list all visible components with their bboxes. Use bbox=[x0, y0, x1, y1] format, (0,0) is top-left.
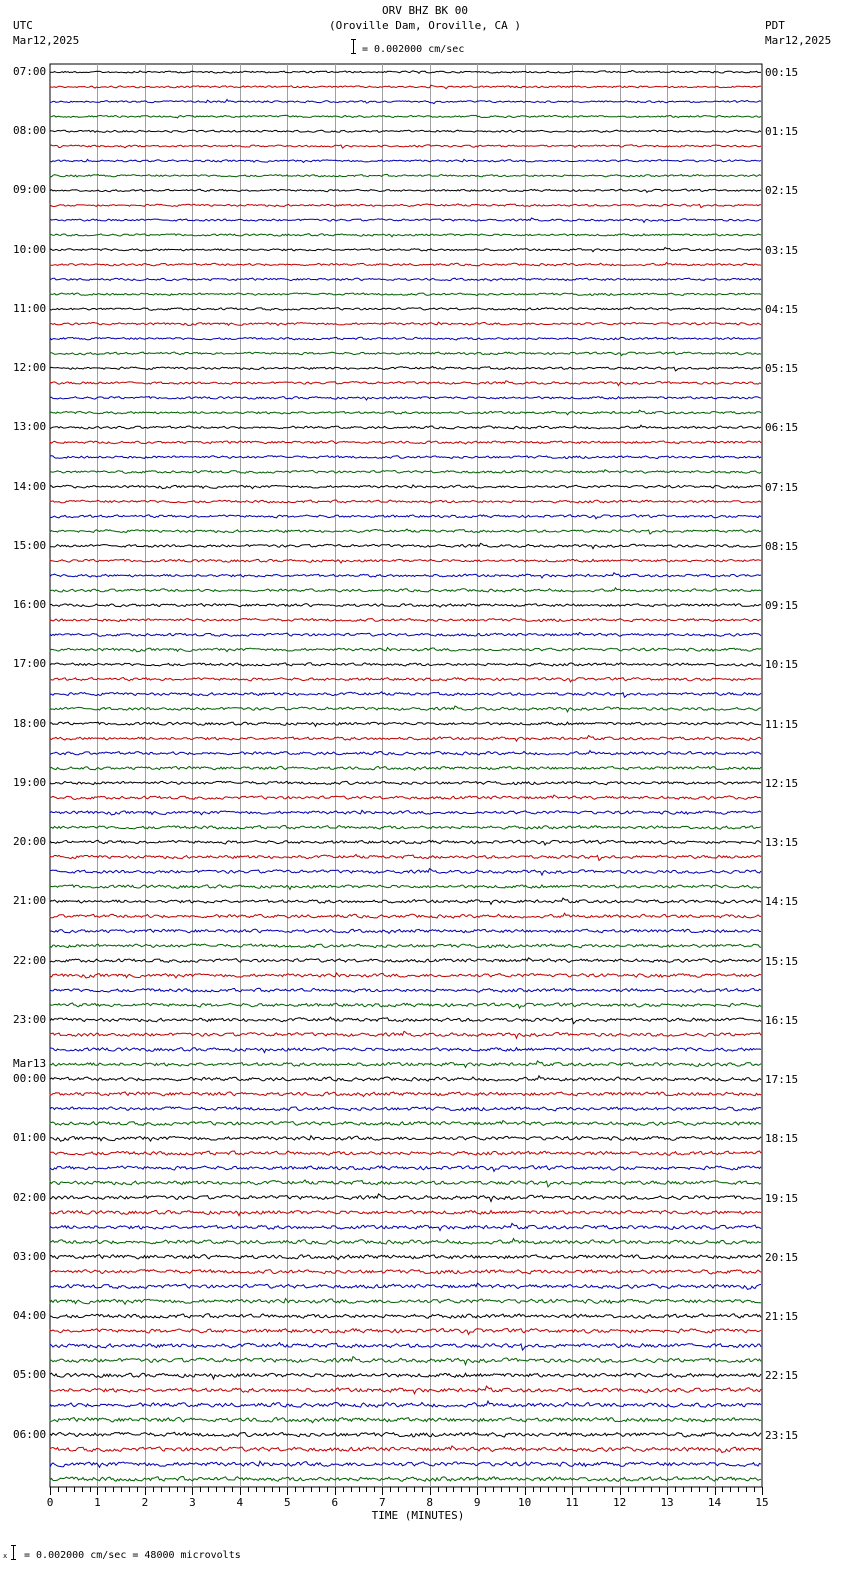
trace-line bbox=[50, 100, 761, 104]
trace-line bbox=[50, 1166, 761, 1172]
trace-line bbox=[50, 869, 761, 876]
trace-line bbox=[50, 1329, 761, 1335]
trace-line bbox=[50, 248, 761, 252]
trace-line bbox=[50, 1121, 761, 1126]
x-tick-label: 13 bbox=[660, 1496, 674, 1509]
left-hour-label: 00:00 bbox=[13, 1072, 47, 1086]
trace-line bbox=[50, 898, 761, 904]
scale-text: = 0.002000 cm/sec bbox=[362, 44, 465, 55]
trace-line bbox=[50, 1343, 761, 1351]
trace-line bbox=[50, 929, 761, 933]
trace-line bbox=[50, 648, 761, 652]
trace-line bbox=[50, 337, 761, 340]
trace-line bbox=[50, 218, 761, 222]
trace-line bbox=[50, 840, 761, 845]
right-hour-label: 17:15 bbox=[765, 1073, 799, 1087]
trace-line bbox=[50, 1446, 761, 1453]
calibration-text: = 0.002000 cm/sec = 48000 microvolts bbox=[24, 1550, 241, 1561]
trace-line bbox=[50, 293, 761, 296]
x-axis bbox=[47, 1487, 769, 1509]
right-hour-label: 18:15 bbox=[765, 1132, 799, 1146]
trace-line bbox=[50, 1283, 761, 1289]
x-tick-label: 12 bbox=[612, 1496, 627, 1509]
trace-line bbox=[50, 1270, 761, 1274]
trace-line bbox=[50, 913, 761, 918]
x-tick-label: 8 bbox=[426, 1496, 434, 1509]
trace-line bbox=[50, 1210, 761, 1215]
x-tick-label: 3 bbox=[189, 1496, 196, 1509]
trace-line bbox=[50, 234, 761, 237]
trace-line bbox=[50, 175, 761, 177]
left-hour-label: 09:00 bbox=[13, 183, 47, 197]
trace-line bbox=[50, 1239, 761, 1245]
trace-line bbox=[50, 795, 761, 799]
trace-line bbox=[50, 973, 761, 978]
trace-line bbox=[50, 1048, 761, 1053]
left-hour-label: 12:00 bbox=[13, 361, 47, 375]
trace-line bbox=[50, 855, 761, 861]
trace-line bbox=[50, 736, 761, 742]
trace-line bbox=[50, 588, 761, 592]
plot-frame bbox=[50, 64, 762, 1487]
trace-line bbox=[50, 529, 761, 534]
right-hour-label: 14:15 bbox=[765, 895, 799, 909]
trace-line bbox=[50, 352, 761, 356]
trace-line bbox=[50, 1386, 761, 1394]
left-date: Mar12,2025 bbox=[13, 34, 80, 47]
trace-line bbox=[50, 1194, 761, 1202]
x-tick-label: 15 bbox=[755, 1496, 769, 1509]
trace-line bbox=[50, 1477, 761, 1482]
right-hour-label: 20:15 bbox=[765, 1250, 799, 1264]
trace-line bbox=[50, 189, 761, 192]
trace-line bbox=[50, 1255, 761, 1260]
right-hour-label: 13:15 bbox=[765, 836, 799, 850]
calibration-marker-icon: x bbox=[3, 1552, 8, 1560]
left-hour-label: 01:00 bbox=[13, 1131, 47, 1145]
x-axis-label: TIME (MINUTES) bbox=[371, 1509, 465, 1522]
trace-line bbox=[50, 410, 761, 415]
trace-line bbox=[50, 722, 761, 726]
left-hour-label: 02:00 bbox=[13, 1190, 47, 1204]
right-hour-label: 15:15 bbox=[765, 954, 799, 968]
right-hour-label: 22:15 bbox=[765, 1369, 799, 1383]
date-change-label: Mar13 bbox=[13, 1057, 47, 1071]
right-hour-label: 21:15 bbox=[765, 1310, 799, 1324]
left-hour-label: 14:00 bbox=[13, 479, 47, 493]
trace-line bbox=[50, 781, 761, 784]
trace-line bbox=[50, 633, 761, 637]
right-hour-label: 07:15 bbox=[765, 480, 799, 494]
trace-line bbox=[50, 1061, 761, 1068]
trace-line bbox=[50, 456, 761, 459]
trace-line bbox=[50, 751, 761, 755]
left-hour-label: 17:00 bbox=[13, 657, 47, 671]
left-hour-label: 08:00 bbox=[13, 124, 47, 138]
right-timezone: PDT bbox=[765, 19, 785, 32]
left-hour-label: 21:00 bbox=[13, 894, 47, 908]
x-tick-label: 7 bbox=[378, 1496, 386, 1509]
right-hour-label: 08:15 bbox=[765, 539, 799, 553]
trace-line bbox=[50, 1401, 761, 1407]
left-timezone: UTC bbox=[13, 19, 33, 32]
trace-line bbox=[50, 604, 761, 608]
trace-line bbox=[50, 425, 761, 429]
x-tick-label: 5 bbox=[284, 1496, 291, 1509]
right-hour-label: 19:15 bbox=[765, 1191, 799, 1205]
x-tick-label: 11 bbox=[565, 1496, 579, 1509]
x-tick-label: 2 bbox=[141, 1496, 149, 1509]
right-hour-label: 02:15 bbox=[765, 184, 799, 198]
left-hour-label: 19:00 bbox=[13, 775, 47, 789]
right-hour-label: 00:15 bbox=[765, 66, 799, 79]
station-location: (Oroville Dam, Oroville, CA ) bbox=[328, 19, 522, 32]
trace-line bbox=[50, 1003, 761, 1008]
left-hour-label: 05:00 bbox=[13, 1368, 47, 1382]
left-hour-label: 11:00 bbox=[13, 301, 47, 315]
trace-line bbox=[50, 278, 761, 281]
trace-line bbox=[50, 1180, 761, 1187]
trace-line bbox=[50, 988, 761, 992]
right-hour-label: 23:15 bbox=[765, 1428, 799, 1442]
trace-line bbox=[50, 115, 761, 118]
x-tick-label: 4 bbox=[236, 1496, 244, 1509]
trace-line bbox=[50, 1299, 761, 1305]
trace-line bbox=[50, 85, 761, 89]
trace-line bbox=[50, 1151, 761, 1155]
trace-line bbox=[50, 692, 761, 698]
trace-line bbox=[50, 678, 761, 682]
x-tick-label: 14 bbox=[707, 1496, 722, 1509]
left-hour-label: 23:00 bbox=[13, 1012, 47, 1026]
station-title: ORV BHZ BK 00 bbox=[381, 4, 469, 17]
trace-line bbox=[50, 706, 761, 712]
trace-line bbox=[50, 307, 761, 310]
trace-line bbox=[50, 619, 761, 622]
left-hour-label: 22:00 bbox=[13, 953, 47, 967]
right-hour-label: 10:15 bbox=[765, 658, 799, 672]
right-hour-label: 05:15 bbox=[765, 362, 799, 376]
trace-lines bbox=[50, 71, 761, 1482]
trace-line bbox=[50, 1417, 761, 1422]
left-hour-label: 16:00 bbox=[13, 598, 47, 612]
trace-line bbox=[50, 397, 761, 401]
trace-line bbox=[50, 559, 761, 563]
trace-line bbox=[50, 1031, 761, 1038]
trace-line bbox=[50, 1092, 761, 1097]
trace-line bbox=[50, 485, 761, 489]
trace-line bbox=[50, 500, 761, 503]
trace-line bbox=[50, 573, 761, 578]
left-hour-label: 07:00 bbox=[13, 65, 47, 78]
trace-line bbox=[50, 71, 761, 74]
right-hour-label: 09:15 bbox=[765, 599, 799, 613]
x-tick-label: 9 bbox=[473, 1496, 481, 1509]
trace-line bbox=[50, 826, 761, 830]
trace-line bbox=[50, 159, 761, 162]
right-hour-label: 12:15 bbox=[765, 776, 799, 790]
x-tick-label: 0 bbox=[46, 1496, 54, 1509]
trace-line bbox=[50, 766, 761, 770]
left-hour-label: 03:00 bbox=[13, 1249, 47, 1263]
trace-line bbox=[50, 885, 761, 890]
trace-line bbox=[50, 441, 761, 444]
trace-line bbox=[50, 381, 761, 386]
trace-line bbox=[50, 1223, 761, 1230]
trace-line bbox=[50, 1461, 761, 1467]
left-hour-label: 13:00 bbox=[13, 420, 47, 434]
trace-line bbox=[50, 1076, 761, 1081]
trace-line bbox=[50, 1136, 761, 1141]
grid-lines bbox=[50, 64, 762, 1487]
trace-line bbox=[50, 263, 761, 266]
right-hour-label: 16:15 bbox=[765, 1013, 799, 1027]
trace-line bbox=[50, 1314, 761, 1319]
right-hour-label: 04:15 bbox=[765, 302, 799, 316]
trace-line bbox=[50, 810, 761, 815]
x-tick-label: 10 bbox=[518, 1496, 532, 1509]
trace-line bbox=[50, 204, 761, 208]
trace-line bbox=[50, 1107, 761, 1111]
left-hour-label: 04:00 bbox=[13, 1309, 47, 1323]
trace-line bbox=[50, 958, 761, 963]
x-tick-label: 1 bbox=[94, 1496, 101, 1509]
trace-line bbox=[50, 1357, 761, 1365]
calibration-bar-icon bbox=[11, 1545, 16, 1560]
left-hour-label: 10:00 bbox=[13, 242, 47, 256]
trace-line bbox=[50, 944, 761, 948]
trace-line bbox=[50, 1432, 761, 1437]
left-hour-label: 06:00 bbox=[13, 1427, 47, 1441]
trace-line bbox=[50, 470, 761, 474]
right-hour-label: 06:15 bbox=[765, 421, 799, 435]
left-hour-label: 20:00 bbox=[13, 835, 47, 849]
left-hour-label: 18:00 bbox=[13, 716, 47, 730]
right-hour-label: 01:15 bbox=[765, 125, 799, 139]
trace-line bbox=[50, 1017, 761, 1024]
trace-line bbox=[50, 366, 761, 371]
trace-line bbox=[50, 663, 761, 666]
trace-line bbox=[50, 130, 761, 132]
right-hour-label: 11:15 bbox=[765, 717, 799, 731]
trace-line bbox=[50, 145, 761, 148]
trace-line bbox=[50, 1373, 761, 1379]
left-hour-label: 15:00 bbox=[13, 538, 47, 552]
right-date: Mar12,2025 bbox=[765, 34, 832, 47]
trace-line bbox=[50, 322, 761, 326]
right-hour-label: 03:15 bbox=[765, 243, 799, 257]
trace-line bbox=[50, 515, 761, 519]
trace-line bbox=[50, 543, 761, 548]
x-tick-label: 6 bbox=[331, 1496, 339, 1509]
